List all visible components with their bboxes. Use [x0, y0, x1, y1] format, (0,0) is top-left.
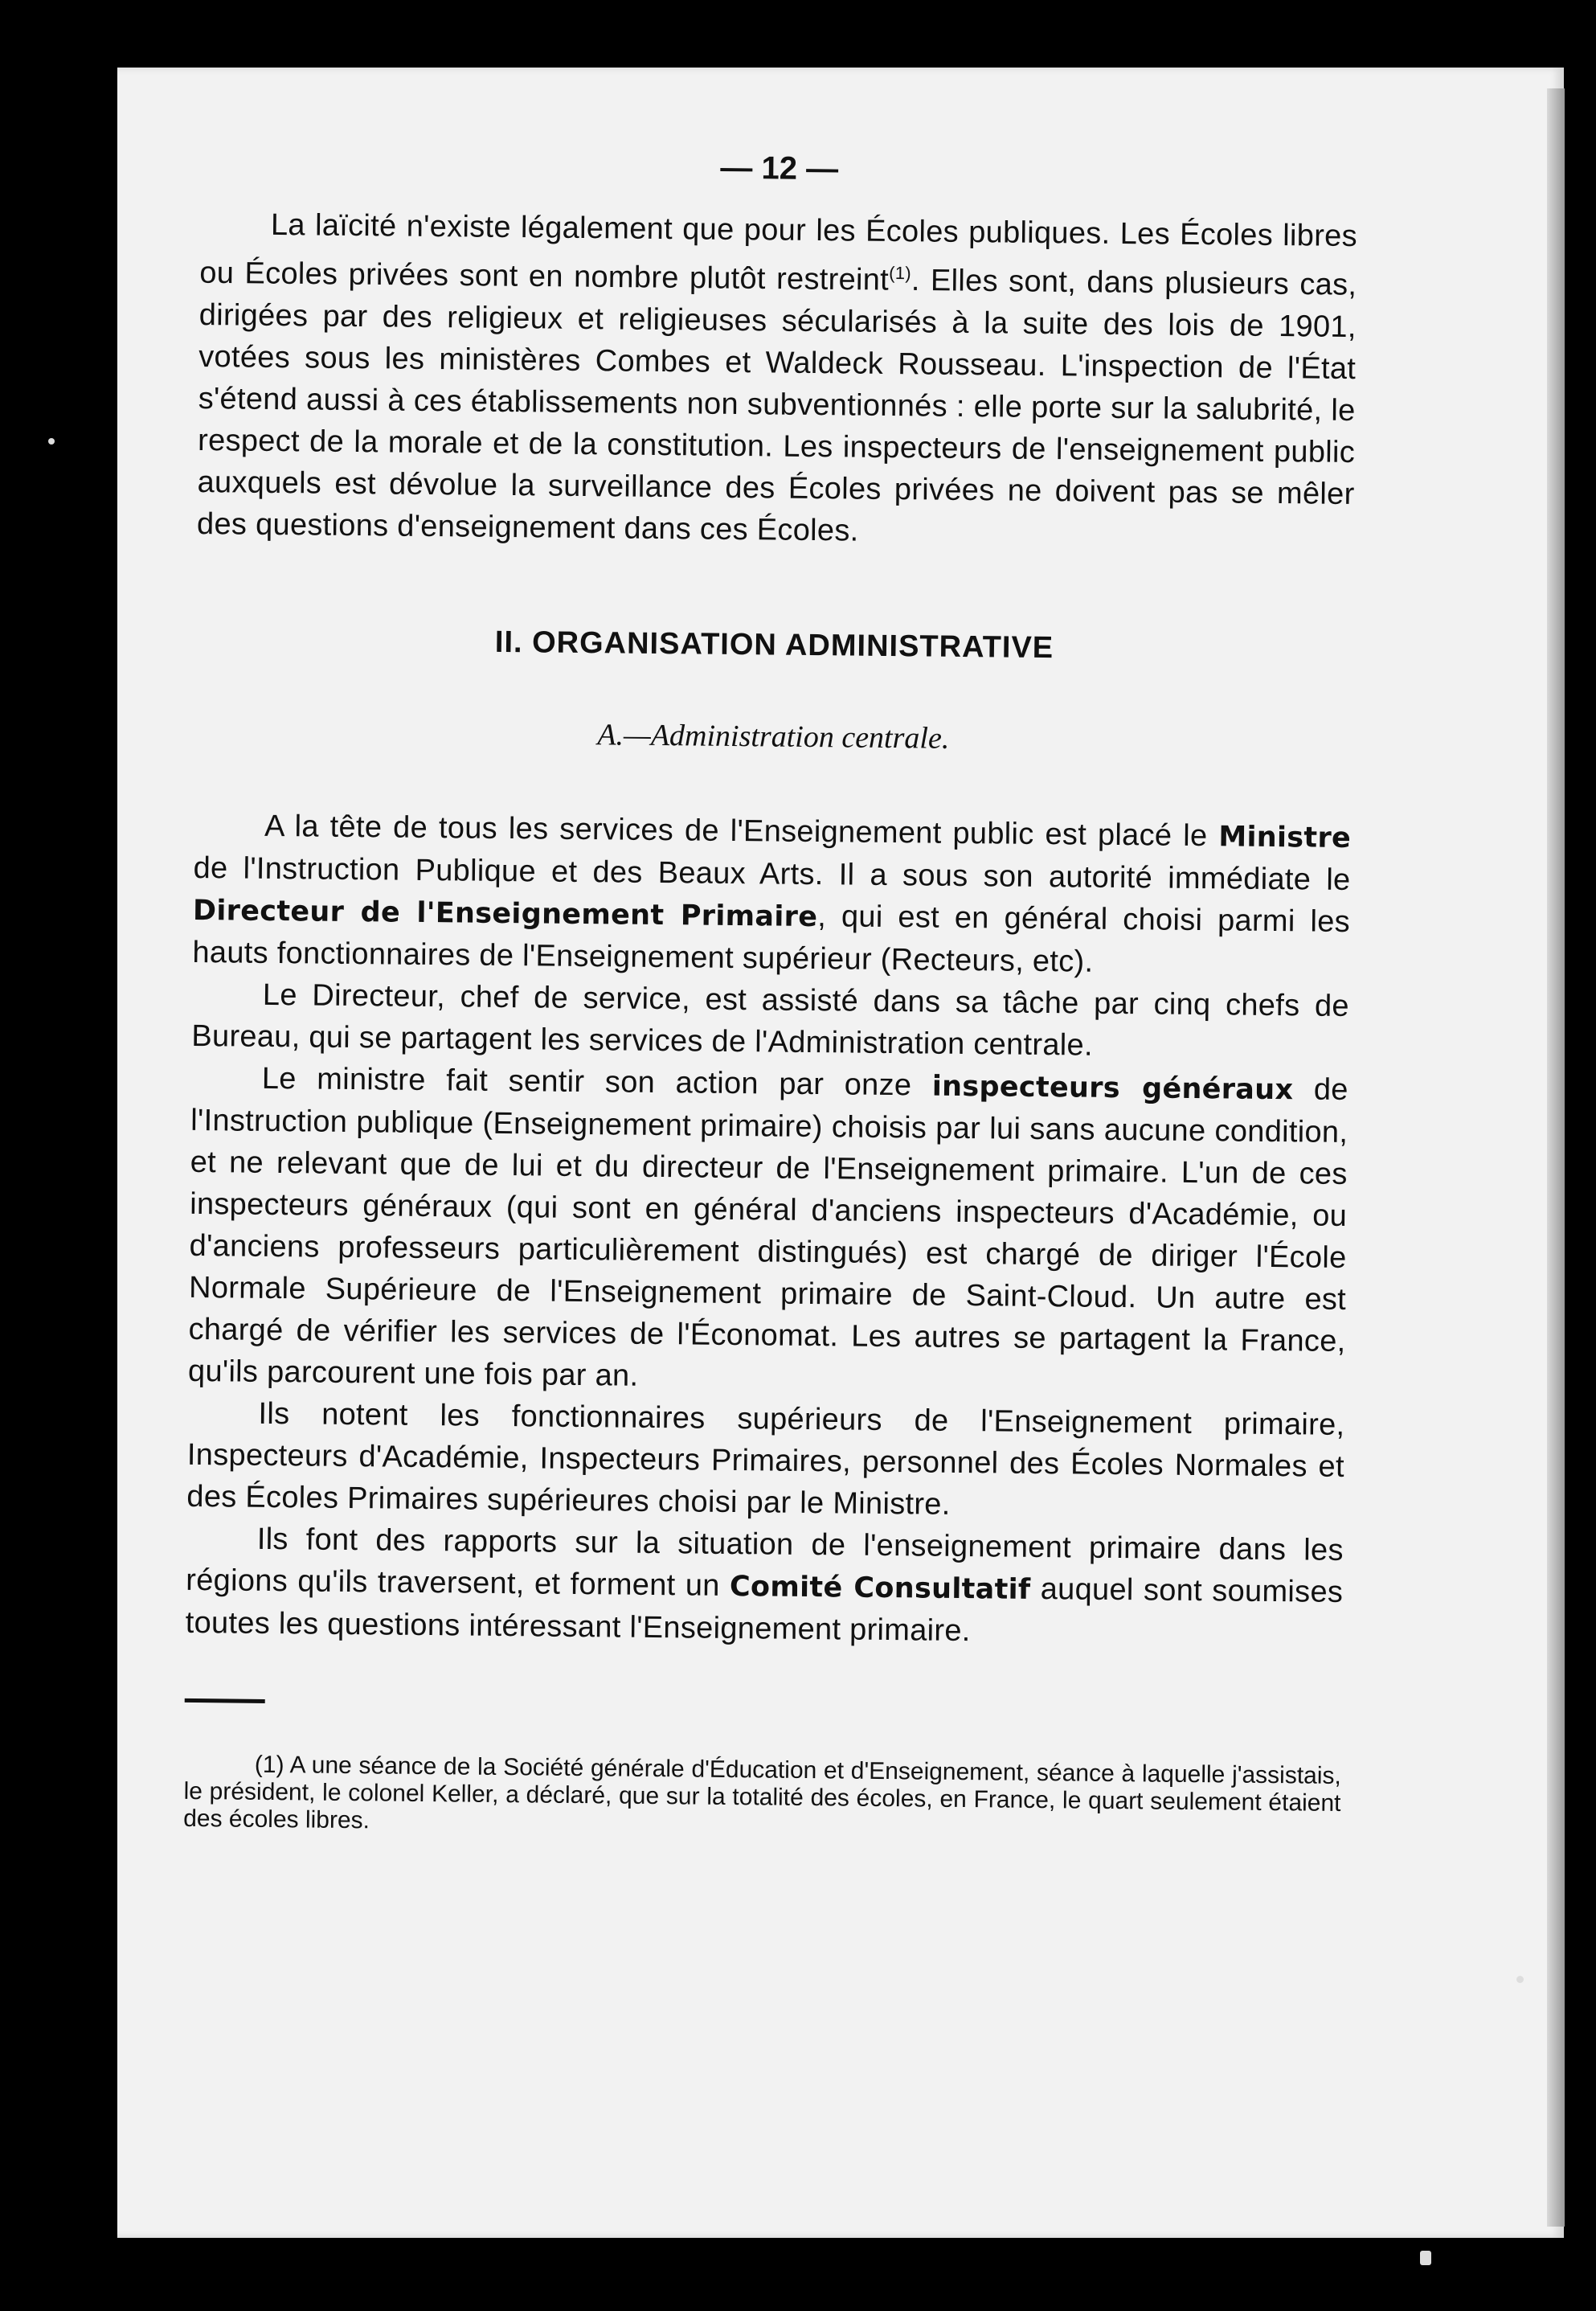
paragraph-text: A la tête de tous les services de l'Enseignement public est placé le [264, 809, 1219, 853]
paragraph-text: La laïcité n'existe légalement que pour les Écoles publiques. Les Écoles libres ou Écoles privées sont en nombre plutôt restreint [199, 207, 1358, 297]
footnote-reference: (1) [889, 262, 912, 284]
paragraph-rapports [185, 1518, 1344, 1656]
dust-speck [1420, 2251, 1431, 2265]
dust-speck [48, 438, 55, 445]
section-heading: II. ORGANISATION ADMINISTRATIVE [494, 625, 1054, 665]
paragraph-laicite [197, 203, 1357, 557]
paragraph-directeur: Le Directeur, chef de service, est assisté dans sa tâche par cinq chefs de Bureau, qui se partagent les services de l'Administration centrale. [191, 977, 1350, 1063]
paragraph-notent: Ils notent les fonctionnaires supérieurs de l'Enseignement primaire, Inspecteurs d'Académie, Inspecteurs Primaires, personnel des Écoles Normales et des Écoles Primaires supérieures choisi par le Ministre. [186, 1396, 1345, 1522]
paragraph-text: Ils font des rapports sur la situation de l'enseignement primaire dans les régions qu'ils traversent, et forment un [186, 1522, 1344, 1603]
dust-speck [1516, 1976, 1524, 1983]
paragraph-text: de l'Instruction publique (Enseignement primaire) choisis par lui sans aucune condition, et ne relevant que de lui et du directeur de l'Enseignement primaire. L'un de ces inspecteurs généraux (qui sont en général d'anciens inspecteurs d'Académie, ou d'anciens professeurs particulièrement distingués) est chargé de diriger l'École Normale Supérieure de l'Enseignement primaire de Saint-Cloud. Un autre est chargé de vérifier les services de l'Économat. Les autres se partagent la France, qu'ils parcourent une fois par an. [187, 1072, 1348, 1393]
paragraph-text: . Elles sont, dans plusieurs cas, dirigées par des religieux et religieuses sécularisés à la suite des lois de 1901, votées sous les ministères Combes et Waldeck Rousseau. L'inspection de l'État s'étend aussi à ces établissements non subventionnés : elle porte sur la salubrité, le respect de la morale et de la constitution. Les inspecteurs de l'enseignement public auxquels est dévolue la surveillance des Écoles privées ne doivent pas se mêler des questions d'enseignement dans ces Écoles. [196, 263, 1357, 548]
paragraph-inspecteurs [188, 1057, 1348, 1404]
paragraph-text: Le ministre fait sentir son action par onze [261, 1061, 933, 1103]
footnote: (1) A une séance de la Société générale d'Éducation et d'Enseignement, séance à laquelle j'assistais, le président, le colonel Keller, a déclaré, que sur la totalité des écoles, en France, le quart seulement étaient des écoles libres. [183, 1751, 1342, 1834]
subsection-heading: A.—Administration centrale. [597, 717, 950, 756]
page-number: — 12 — [720, 150, 839, 187]
bold-term: Comité Consultatif [729, 1570, 1031, 1606]
bold-term: inspecteurs généraux [931, 1070, 1294, 1106]
footnote-divider [185, 1698, 265, 1703]
paragraph-text: , qui est en général choisi parmi les hauts fonctionnaires de l'Enseignement supérieur (Recteurs, etc). [192, 899, 1351, 979]
bold-term: Directeur de l'Enseignement Primaire [192, 894, 818, 933]
page-content [183, 145, 1358, 1845]
page-edge-shadow [1547, 88, 1565, 2227]
paragraph-ministre [192, 805, 1351, 985]
paragraph-text: de l'Instruction Publique et des Beaux Arts. Il a sous son autorité immédiate le [193, 850, 1351, 897]
paragraph-text: auquel sont soumises toutes les questions intéressant l'Enseignement primaire. [185, 1571, 1344, 1648]
bold-term: Ministre [1218, 820, 1352, 854]
